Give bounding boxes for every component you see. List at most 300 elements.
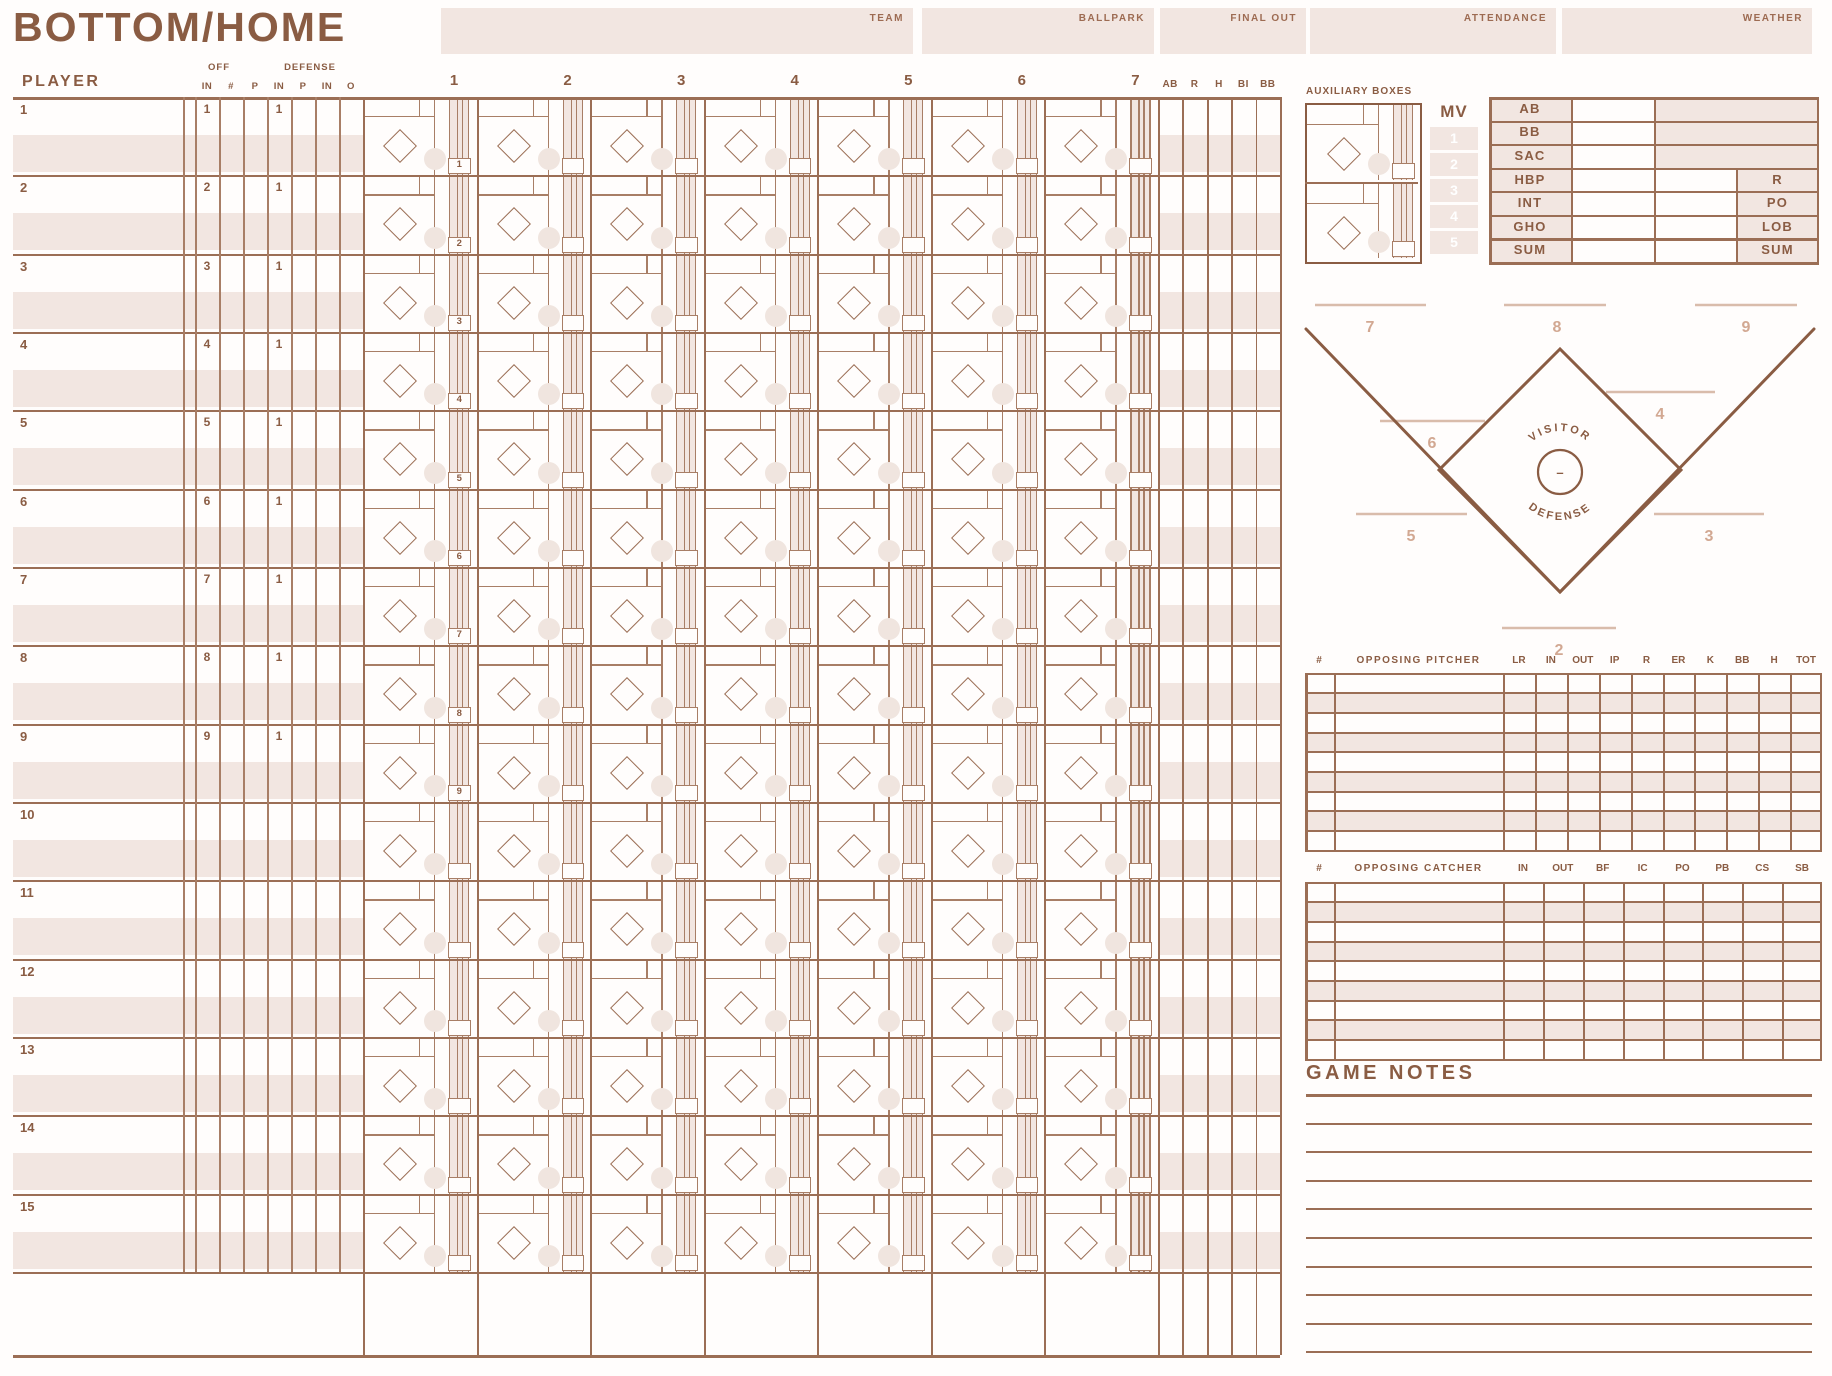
proof-mid-cell[interactable] bbox=[1654, 238, 1736, 262]
stat-cell[interactable] bbox=[1256, 1115, 1280, 1193]
scoring-cell[interactable] bbox=[477, 489, 591, 567]
player-name-cell[interactable] bbox=[13, 959, 183, 997]
table-name-cell[interactable] bbox=[1334, 771, 1503, 791]
inning-total-box[interactable] bbox=[704, 1272, 818, 1355]
scoring-cell[interactable] bbox=[817, 959, 931, 1037]
table-name-cell[interactable] bbox=[1334, 810, 1503, 830]
player-name-cell[interactable] bbox=[13, 97, 183, 135]
scoring-cell[interactable] bbox=[477, 959, 591, 1037]
out-circle-icon bbox=[765, 462, 787, 484]
proof-value-cell[interactable] bbox=[1571, 144, 1654, 168]
scoring-cell[interactable] bbox=[817, 724, 931, 802]
stat-cell[interactable] bbox=[1158, 959, 1182, 1037]
stat-cell[interactable] bbox=[1182, 489, 1206, 567]
scoring-cell[interactable] bbox=[1044, 1115, 1158, 1193]
scoring-cell[interactable] bbox=[817, 645, 931, 723]
player-name-cell[interactable] bbox=[13, 410, 183, 448]
scoring-cell[interactable] bbox=[931, 97, 1045, 175]
table-name-cell[interactable] bbox=[1334, 673, 1503, 693]
scoring-cell[interactable] bbox=[590, 1194, 704, 1272]
scoring-cell[interactable] bbox=[704, 802, 818, 880]
stat-cell[interactable] bbox=[1231, 959, 1255, 1037]
player-name-cell[interactable] bbox=[13, 880, 183, 918]
scoring-cell[interactable] bbox=[817, 1194, 931, 1272]
basepath-diamond-icon bbox=[951, 129, 985, 163]
scoring-cell[interactable] bbox=[590, 175, 704, 253]
batter-number-box bbox=[675, 1177, 698, 1193]
table-name-cell[interactable] bbox=[1334, 712, 1503, 732]
scoring-cell[interactable] bbox=[1044, 959, 1158, 1037]
scoring-cell[interactable] bbox=[817, 1037, 931, 1115]
scoring-cell[interactable] bbox=[590, 802, 704, 880]
stat-cell[interactable] bbox=[1158, 332, 1182, 410]
scoring-cell[interactable] bbox=[1044, 802, 1158, 880]
stat-cell[interactable] bbox=[1158, 880, 1182, 958]
stat-cell[interactable] bbox=[1256, 254, 1280, 332]
table-name-cell[interactable] bbox=[1334, 791, 1503, 811]
basepath-diamond-icon bbox=[610, 364, 644, 398]
mv-slot-5[interactable]: 5 bbox=[1430, 231, 1478, 254]
scoring-cell[interactable] bbox=[363, 489, 477, 567]
batter-number-box bbox=[562, 393, 585, 409]
scoring-cell[interactable] bbox=[817, 254, 931, 332]
stat-cell[interactable] bbox=[1256, 97, 1280, 175]
scoring-cell[interactable] bbox=[363, 175, 477, 253]
basepath-diamond-icon bbox=[724, 207, 758, 241]
scoring-cell[interactable] bbox=[931, 1194, 1045, 1272]
scoring-cell[interactable] bbox=[1044, 645, 1158, 723]
stat-cell[interactable] bbox=[1158, 724, 1182, 802]
scoring-cell[interactable] bbox=[931, 254, 1045, 332]
cell-top-divider bbox=[760, 175, 761, 194]
inning-total-box[interactable] bbox=[477, 1272, 591, 1355]
stat-cell[interactable] bbox=[1231, 645, 1255, 723]
scoring-cell[interactable] bbox=[363, 645, 477, 723]
stat-cell[interactable] bbox=[1256, 645, 1280, 723]
proof-value-cell[interactable] bbox=[1571, 215, 1654, 239]
stat-cell[interactable] bbox=[1207, 567, 1231, 645]
mv-slot-3[interactable]: 3 bbox=[1430, 179, 1478, 202]
scoring-cell[interactable] bbox=[363, 254, 477, 332]
scoring-cell[interactable] bbox=[363, 567, 477, 645]
auxiliary-scoring-cell[interactable] bbox=[1307, 184, 1416, 259]
table-col-header-LR: LR bbox=[1512, 655, 1526, 666]
stat-cell[interactable] bbox=[1256, 959, 1280, 1037]
basepath-diamond-icon bbox=[383, 599, 417, 633]
scoring-cell[interactable] bbox=[590, 645, 704, 723]
scoring-cell[interactable] bbox=[1044, 880, 1158, 958]
stat-cell[interactable] bbox=[1182, 175, 1206, 253]
stat-cell[interactable] bbox=[1182, 802, 1206, 880]
scoring-cell[interactable] bbox=[363, 1194, 477, 1272]
scoring-cell[interactable] bbox=[477, 724, 591, 802]
stat-cell[interactable] bbox=[1231, 880, 1255, 958]
scoring-cell[interactable] bbox=[590, 567, 704, 645]
table-name-cell[interactable] bbox=[1334, 692, 1503, 712]
scoring-cell[interactable] bbox=[363, 332, 477, 410]
player-name-cell[interactable] bbox=[13, 802, 183, 840]
basepath-diamond-icon bbox=[724, 1226, 758, 1260]
batter-number-box bbox=[902, 1177, 925, 1193]
scoring-cell[interactable] bbox=[477, 802, 591, 880]
scoring-cell[interactable] bbox=[590, 410, 704, 488]
table-name-cell[interactable] bbox=[1334, 1019, 1503, 1039]
scoring-cell[interactable] bbox=[363, 1037, 477, 1115]
scoring-cell[interactable] bbox=[704, 645, 818, 723]
scoring-cell[interactable] bbox=[590, 489, 704, 567]
scoring-cell[interactable] bbox=[817, 332, 931, 410]
stat-cell[interactable] bbox=[1182, 410, 1206, 488]
scoring-cell[interactable] bbox=[363, 724, 477, 802]
cell-top-divider bbox=[1100, 332, 1101, 351]
scoring-cell[interactable] bbox=[590, 880, 704, 958]
stat-cell[interactable] bbox=[1182, 1037, 1206, 1115]
scoring-cell[interactable] bbox=[817, 880, 931, 958]
scoring-cell[interactable] bbox=[590, 97, 704, 175]
stat-cell[interactable] bbox=[1182, 645, 1206, 723]
player-name-cell[interactable] bbox=[13, 332, 183, 370]
mv-slot-2[interactable]: 2 bbox=[1430, 153, 1478, 176]
scoring-cell[interactable] bbox=[477, 410, 591, 488]
scoring-cell[interactable] bbox=[1044, 567, 1158, 645]
player-name-cell[interactable] bbox=[13, 175, 183, 213]
attendance-field[interactable] bbox=[1310, 8, 1556, 54]
stat-cell[interactable] bbox=[1207, 410, 1231, 488]
player-name-cell[interactable] bbox=[13, 1115, 183, 1153]
stat-cell[interactable] bbox=[1158, 175, 1182, 253]
mv-slot-1[interactable]: 1 bbox=[1430, 127, 1478, 150]
scoring-cell[interactable] bbox=[931, 332, 1045, 410]
scoring-cell[interactable] bbox=[363, 1115, 477, 1193]
cell-top-divider bbox=[1100, 959, 1101, 978]
grid-line bbox=[704, 97, 706, 1355]
scoring-cell[interactable] bbox=[931, 645, 1045, 723]
cell-top-divider bbox=[760, 567, 761, 586]
stat-cell[interactable] bbox=[1207, 880, 1231, 958]
stat-cell[interactable] bbox=[1207, 959, 1231, 1037]
scoring-cell[interactable] bbox=[477, 645, 591, 723]
ballpark-field[interactable] bbox=[922, 8, 1154, 54]
stat-cell[interactable] bbox=[1182, 724, 1206, 802]
table-name-cell[interactable] bbox=[1334, 960, 1503, 980]
table-name-cell[interactable] bbox=[1334, 980, 1503, 1000]
table-name-cell[interactable] bbox=[1334, 941, 1503, 961]
inning-total-box[interactable] bbox=[590, 1272, 704, 1355]
scoring-cell[interactable] bbox=[477, 332, 591, 410]
stat-cell[interactable] bbox=[1158, 410, 1182, 488]
scoring-cell[interactable] bbox=[1044, 254, 1158, 332]
player-name-cell[interactable] bbox=[13, 1194, 183, 1232]
player-name-cell[interactable] bbox=[13, 645, 183, 683]
scoring-cell[interactable] bbox=[704, 332, 818, 410]
stat-cell[interactable] bbox=[1256, 880, 1280, 958]
inning-total-box[interactable] bbox=[363, 1272, 477, 1355]
cell-top-divider bbox=[1363, 105, 1364, 124]
stat-cell[interactable] bbox=[1207, 1115, 1231, 1193]
proof-mid-cell[interactable] bbox=[1654, 215, 1736, 239]
proof-value-cell[interactable] bbox=[1571, 121, 1654, 145]
weather-field[interactable] bbox=[1562, 8, 1812, 54]
scoring-cell[interactable] bbox=[931, 1115, 1045, 1193]
cell-top-line bbox=[477, 351, 548, 352]
cell-top-line bbox=[1044, 821, 1115, 822]
player-name-cell[interactable] bbox=[13, 489, 183, 527]
scoring-cell[interactable] bbox=[704, 1194, 818, 1272]
scoring-cell[interactable] bbox=[704, 959, 818, 1037]
table-name-cell[interactable] bbox=[1334, 921, 1503, 941]
stat-cell[interactable] bbox=[1207, 489, 1231, 567]
stat-cell[interactable] bbox=[1182, 880, 1206, 958]
out-circle-icon bbox=[878, 697, 900, 719]
scoring-cell[interactable] bbox=[477, 880, 591, 958]
stat-cell[interactable] bbox=[1207, 97, 1231, 175]
stat-cell[interactable] bbox=[1231, 410, 1255, 488]
stat-cell[interactable] bbox=[1231, 97, 1255, 175]
out-circle-icon bbox=[1105, 853, 1127, 875]
stat-cell[interactable] bbox=[1207, 175, 1231, 253]
proof-value-cell[interactable] bbox=[1571, 168, 1654, 192]
stat-cell[interactable] bbox=[1158, 802, 1182, 880]
table-name-cell[interactable] bbox=[1334, 1039, 1503, 1059]
stat-cell[interactable] bbox=[1256, 1194, 1280, 1272]
table-name-cell[interactable] bbox=[1334, 751, 1503, 771]
scoring-cell[interactable] bbox=[477, 175, 591, 253]
stat-cell[interactable] bbox=[1256, 175, 1280, 253]
stat-cell[interactable] bbox=[1207, 332, 1231, 410]
table-name-cell[interactable] bbox=[1334, 830, 1503, 850]
scoring-cell[interactable] bbox=[590, 724, 704, 802]
scoring-cell[interactable] bbox=[1044, 175, 1158, 253]
table-name-cell[interactable] bbox=[1334, 1000, 1503, 1020]
stat-cell[interactable] bbox=[1231, 1194, 1255, 1272]
scoring-cell[interactable] bbox=[590, 332, 704, 410]
scoring-cell[interactable] bbox=[704, 1115, 818, 1193]
stat-cell[interactable] bbox=[1231, 724, 1255, 802]
scoring-cell[interactable] bbox=[1044, 1037, 1158, 1115]
scoring-cell[interactable] bbox=[477, 1194, 591, 1272]
scoring-cell[interactable] bbox=[817, 802, 931, 880]
scoring-cell[interactable] bbox=[590, 254, 704, 332]
basepath-diamond-icon bbox=[1064, 756, 1098, 790]
grid-line bbox=[1334, 673, 1336, 850]
cell-top-divider bbox=[419, 410, 420, 429]
scoring-cell[interactable] bbox=[1044, 332, 1158, 410]
game-notes-area[interactable] bbox=[1306, 1095, 1812, 1355]
table-name-cell[interactable] bbox=[1334, 901, 1503, 921]
stat-cell[interactable] bbox=[1231, 489, 1255, 567]
scoring-cell[interactable] bbox=[704, 254, 818, 332]
stat-cell[interactable] bbox=[1256, 489, 1280, 567]
scoring-cell[interactable] bbox=[363, 959, 477, 1037]
stat-cell[interactable] bbox=[1256, 802, 1280, 880]
proof-value-cell[interactable] bbox=[1571, 238, 1654, 262]
final-out-field[interactable] bbox=[1160, 8, 1306, 54]
stat-cell[interactable] bbox=[1231, 1037, 1255, 1115]
basepath-diamond-icon bbox=[724, 834, 758, 868]
scoring-cell[interactable] bbox=[817, 97, 931, 175]
stat-cell[interactable] bbox=[1231, 567, 1255, 645]
out-circle-icon bbox=[538, 462, 560, 484]
scoring-cell[interactable] bbox=[363, 410, 477, 488]
scoring-cell[interactable] bbox=[931, 1037, 1045, 1115]
team-field[interactable] bbox=[441, 8, 913, 54]
stat-cell[interactable] bbox=[1158, 489, 1182, 567]
stat-cell[interactable] bbox=[1158, 567, 1182, 645]
scoring-cell[interactable] bbox=[1044, 97, 1158, 175]
out-circle-icon bbox=[1105, 462, 1127, 484]
stat-cell[interactable] bbox=[1207, 1194, 1231, 1272]
scoring-cell[interactable] bbox=[590, 1037, 704, 1115]
stat-cell[interactable] bbox=[1256, 332, 1280, 410]
cell-top-divider bbox=[760, 97, 761, 116]
narrow-col-header-6: O bbox=[347, 81, 355, 92]
stat-cell[interactable] bbox=[1182, 959, 1206, 1037]
scoring-cell[interactable] bbox=[363, 880, 477, 958]
cell-top-divider bbox=[419, 1194, 420, 1213]
basepath-diamond-icon bbox=[610, 442, 644, 476]
batter-number-box bbox=[1016, 550, 1039, 566]
scoring-cell[interactable] bbox=[1044, 489, 1158, 567]
basepath-diamond-icon bbox=[1064, 1069, 1098, 1103]
scoring-cell[interactable] bbox=[931, 567, 1045, 645]
batter-number-box bbox=[1129, 315, 1152, 331]
stat-cell[interactable] bbox=[1158, 97, 1182, 175]
out-circle-icon bbox=[878, 1088, 900, 1110]
inning-total-box[interactable] bbox=[1044, 1272, 1158, 1355]
cell-top-line bbox=[590, 1134, 661, 1135]
scoring-cell[interactable] bbox=[477, 567, 591, 645]
inning-total-box[interactable] bbox=[931, 1272, 1045, 1355]
auxiliary-scoring-cell[interactable] bbox=[1307, 105, 1416, 180]
cell-top-line bbox=[363, 586, 434, 587]
grid-line bbox=[339, 97, 341, 1272]
stat-cell[interactable] bbox=[1158, 1115, 1182, 1193]
proof-mid-cell[interactable] bbox=[1654, 191, 1736, 215]
stat-cell[interactable] bbox=[1182, 1115, 1206, 1193]
scoring-cell[interactable] bbox=[817, 410, 931, 488]
scoring-cell[interactable] bbox=[704, 1037, 818, 1115]
scoring-cell[interactable] bbox=[931, 802, 1045, 880]
player-name-cell[interactable] bbox=[13, 1037, 183, 1075]
stat-cell[interactable] bbox=[1231, 175, 1255, 253]
batter-number-box bbox=[562, 315, 585, 331]
stat-cell[interactable] bbox=[1182, 332, 1206, 410]
scoring-cell[interactable] bbox=[1044, 1194, 1158, 1272]
stat-cell[interactable] bbox=[1182, 567, 1206, 645]
player-name-cell[interactable] bbox=[13, 254, 183, 292]
cell-top-divider bbox=[873, 410, 874, 429]
scoring-cell[interactable] bbox=[704, 97, 818, 175]
scoring-cell[interactable] bbox=[704, 489, 818, 567]
stat-cell[interactable] bbox=[1158, 254, 1182, 332]
player-name-cell[interactable] bbox=[13, 567, 183, 605]
scoring-cell[interactable] bbox=[363, 97, 477, 175]
batter-number-box bbox=[1129, 393, 1152, 409]
proof-row-label-INT: INT bbox=[1517, 195, 1543, 211]
basepath-diamond-icon bbox=[724, 1147, 758, 1181]
scoring-cell[interactable] bbox=[931, 959, 1045, 1037]
out-circle-icon bbox=[651, 462, 673, 484]
basepath-diamond-icon bbox=[1064, 834, 1098, 868]
stat-cell[interactable] bbox=[1207, 254, 1231, 332]
scoring-cell[interactable] bbox=[931, 880, 1045, 958]
stat-cell[interactable] bbox=[1231, 802, 1255, 880]
grid-line bbox=[13, 1115, 1280, 1117]
batter-number-box bbox=[789, 1098, 812, 1114]
cell-top-line bbox=[477, 743, 548, 744]
batter-number-box bbox=[1129, 158, 1152, 174]
scoring-cell[interactable] bbox=[817, 1115, 931, 1193]
stat-cell[interactable] bbox=[1256, 1037, 1280, 1115]
stat-cell[interactable] bbox=[1182, 254, 1206, 332]
stat-cell[interactable] bbox=[1256, 724, 1280, 802]
basepath-diamond-icon bbox=[383, 207, 417, 241]
scoring-cell[interactable] bbox=[477, 1037, 591, 1115]
stat-cell[interactable] bbox=[1231, 254, 1255, 332]
stat-cell[interactable] bbox=[1231, 1115, 1255, 1193]
mv-slot-4[interactable]: 4 bbox=[1430, 205, 1478, 228]
proof-value-cell[interactable] bbox=[1571, 97, 1654, 121]
scoring-cell[interactable] bbox=[704, 724, 818, 802]
stat-cell[interactable] bbox=[1207, 802, 1231, 880]
player-name-cell[interactable] bbox=[13, 724, 183, 762]
scoring-cell[interactable] bbox=[590, 959, 704, 1037]
table-name-cell[interactable] bbox=[1334, 732, 1503, 752]
scoring-cell[interactable] bbox=[590, 1115, 704, 1193]
scoring-cell[interactable] bbox=[931, 724, 1045, 802]
scoring-cell[interactable] bbox=[704, 410, 818, 488]
proof-mid-cell[interactable] bbox=[1654, 168, 1736, 192]
out-circle-icon bbox=[651, 1167, 673, 1189]
stat-cell[interactable] bbox=[1256, 410, 1280, 488]
scoring-cell[interactable] bbox=[931, 489, 1045, 567]
scoring-cell[interactable] bbox=[704, 880, 818, 958]
stat-cell[interactable] bbox=[1158, 645, 1182, 723]
scoring-cell[interactable] bbox=[363, 802, 477, 880]
stat-cell[interactable] bbox=[1207, 724, 1231, 802]
scoring-cell[interactable] bbox=[477, 97, 591, 175]
scoring-cell[interactable] bbox=[817, 175, 931, 253]
scoring-cell[interactable] bbox=[477, 1115, 591, 1193]
out-circle-icon bbox=[651, 227, 673, 249]
stat-cell[interactable] bbox=[1207, 645, 1231, 723]
player-row-number: 4 bbox=[20, 336, 28, 352]
stat-cell[interactable] bbox=[1256, 567, 1280, 645]
scoring-cell[interactable] bbox=[1044, 410, 1158, 488]
scoring-cell[interactable] bbox=[931, 175, 1045, 253]
scoring-cell[interactable] bbox=[704, 567, 818, 645]
batter-number-box bbox=[675, 1020, 698, 1036]
cell-top-line bbox=[704, 194, 775, 195]
stat-cell[interactable] bbox=[1158, 1194, 1182, 1272]
stat-cell[interactable] bbox=[1231, 332, 1255, 410]
scoring-cell[interactable] bbox=[477, 254, 591, 332]
grid-line bbox=[1599, 673, 1601, 850]
table-name-cell[interactable] bbox=[1334, 882, 1503, 902]
def-inning-value: 1 bbox=[275, 728, 283, 743]
scoring-cell[interactable] bbox=[817, 567, 931, 645]
scoring-cell[interactable] bbox=[1044, 724, 1158, 802]
proof-value-cell[interactable] bbox=[1571, 191, 1654, 215]
scoring-cell[interactable] bbox=[817, 489, 931, 567]
stat-cell[interactable] bbox=[1182, 1194, 1206, 1272]
scoring-cell[interactable] bbox=[704, 175, 818, 253]
scoring-cell[interactable] bbox=[931, 410, 1045, 488]
inning-total-box[interactable] bbox=[817, 1272, 931, 1355]
stat-cell[interactable] bbox=[1158, 1037, 1182, 1115]
stat-cell[interactable] bbox=[1182, 97, 1206, 175]
stat-cell[interactable] bbox=[1207, 1037, 1231, 1115]
